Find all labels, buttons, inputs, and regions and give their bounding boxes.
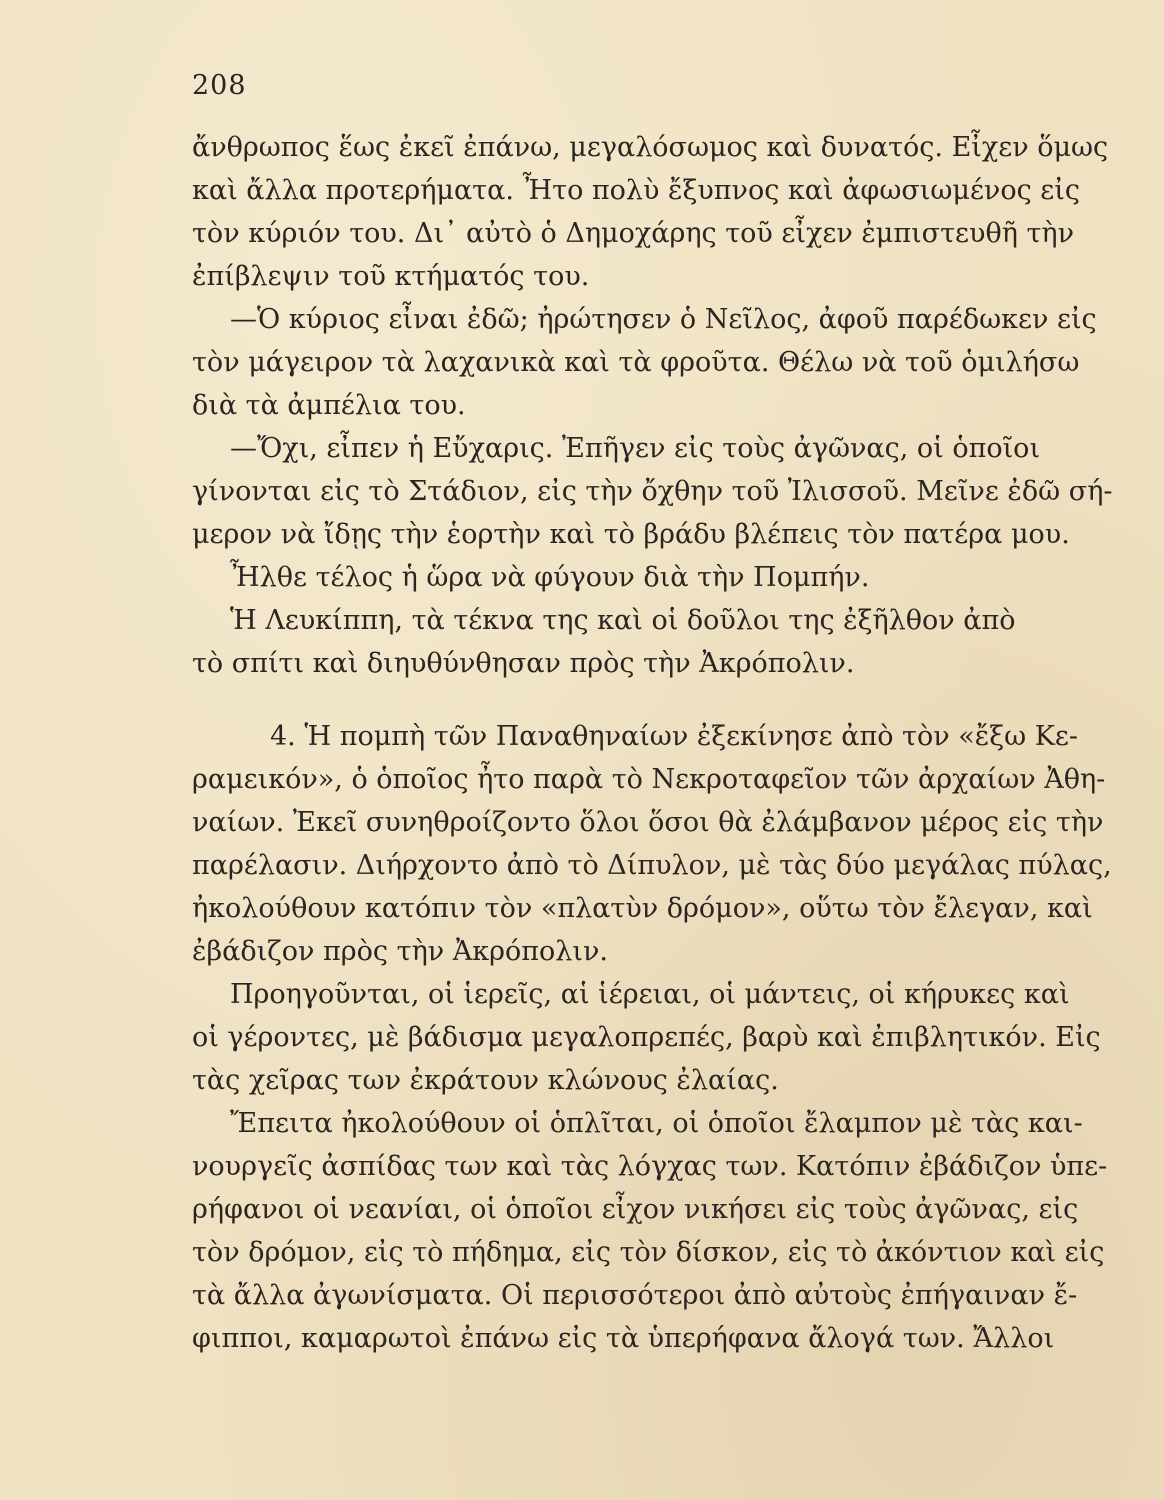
text-line: μερον νὰ ἴδῃς τὴν ἑορτὴν καὶ τὸ βράδυ βλέπεις τὸν πατέρα μου. bbox=[192, 519, 1070, 550]
text-line: τὰς χεῖρας των ἐκράτουν κλώνους ἐλαίας. bbox=[192, 1065, 779, 1096]
section-gap bbox=[192, 685, 1042, 715]
text-line: τὰ ἄλλα ἀγωνίσματα. Οἱ περισσότεροι ἀπὸ αὐτοὺς ἐπήγαιναν ἔ- bbox=[192, 1280, 1078, 1311]
text-line: καὶ ἄλλα προτερήματα. Ἦτο πολὺ ἔξυπνος καὶ ἀφωσιωμένος εἰς bbox=[192, 175, 1080, 206]
text-line: παρέλασιν. Διήρχοντο ἀπὸ τὸ Δίπυλον, μὲ τὰς δύο μεγάλας πύλας, bbox=[192, 850, 1112, 881]
text-line: ναίων. Ἐκεῖ συνηθροίζοντο ὅλοι ὅσοι θὰ ἐλάμβανον μέρος εἰς τὴν bbox=[192, 807, 1104, 838]
text-line: —Ὄχι, εἶπεν ἡ Εὔχαρις. Ἐπῆγεν εἰς τοὺς ἀγῶνας, οἱ ὁποῖοι bbox=[230, 433, 1041, 464]
text-line: νουργεῖς ἀσπίδας των καὶ τὰς λόγχας των. Κατόπιν ἐβάδιζον ὑπε- bbox=[192, 1151, 1108, 1182]
text-line: γίνονται εἰς τὸ Στάδιον, εἰς τὴν ὄχθην τοῦ Ἰλισσοῦ. Μεῖνε ἐδῶ σή- bbox=[192, 476, 1113, 507]
text-line: ἠκολούθουν κατόπιν τὸν «πλατὺν δρόμον», οὕτω τὸν ἔλεγαν, καὶ bbox=[192, 893, 1093, 924]
text-line: διὰ τὰ ἀμπέλια του. bbox=[192, 390, 466, 421]
text-line: Προηγοῦνται, οἱ ἱερεῖς, αἱ ἱέρειαι, οἱ μάντεις, οἱ κήρυκες καὶ bbox=[230, 979, 1070, 1010]
page-number: 208 bbox=[192, 70, 247, 101]
text-line: ρήφανοι οἱ νεανίαι, οἱ ὁποῖοι εἶχον νικήσει εἰς τοὺς ἀγῶνας, εἰς bbox=[192, 1194, 1079, 1225]
text-line: —Ὁ κύριος εἶναι ἐδῶ; ἠρώτησεν ὁ Νεῖλος, ἀφοῦ παρέδωκεν εἰς bbox=[230, 304, 1097, 335]
text-line: τὸν κύριόν του. Δι᾽ αὐτὸ ὁ Δημοχάρης τοῦ εἶχεν ἐμπιστευθῆ τὴν bbox=[192, 218, 1074, 249]
body-text bbox=[192, 126, 1113, 1360]
text-line: Ἔπειτα ἠκολούθουν οἱ ὁπλῖται, οἱ ὁποῖοι ἔλαμπον μὲ τὰς και- bbox=[230, 1108, 1083, 1139]
text-line: φιπποι, καμαρωτοὶ ἐπάνω εἰς τὰ ὑπερήφανα ἄλογά των. Ἄλλοι bbox=[192, 1323, 1055, 1354]
section-heading-line: 4. Ἡ πομπὴ τῶν Παναθηναίων ἐξεκίνησε ἀπὸ τὸν «ἔξω Κε- bbox=[270, 721, 1078, 752]
text-line: τὸν δρόμον, εἰς τὸ πήδημα, εἰς τὸν δίσκον, εἰς τὸ ἀκόντιον καὶ εἰς bbox=[192, 1237, 1105, 1268]
text-line: τὸν μάγειρον τὰ λαχανικὰ καὶ τὰ φροῦτα. Θέλω νὰ τοῦ ὁμιλήσω bbox=[192, 347, 1080, 378]
text-line: τὸ σπίτι καὶ διηυθύνθησαν πρὸς τὴν Ἀκρόπολιν. bbox=[192, 648, 855, 679]
text-line: ἄνθρωπος ἕως ἐκεῖ ἐπάνω, μεγαλόσωμος καὶ δυνατός. Εἶχεν ὅμως bbox=[192, 132, 1109, 163]
text-line: ραμεικόν», ὁ ὁποῖος ἦτο παρὰ τὸ Νεκροταφεῖον τῶν ἀρχαίων Ἀθη- bbox=[192, 764, 1106, 795]
text-line: Ἦλθε τέλος ἡ ὥρα νὰ φύγουν διὰ τὴν Πομπήν. bbox=[230, 562, 870, 593]
text-line: ἐβάδιζον πρὸς τὴν Ἀκρόπολιν. bbox=[192, 936, 608, 967]
text-line: ἐπίβλεψιν τοῦ κτήματός του. bbox=[192, 261, 590, 292]
text-line: Ἡ Λευκίππη, τὰ τέκνα της καὶ οἱ δοῦλοι της ἐξῆλθον ἀπὸ bbox=[230, 605, 1016, 636]
text-line: οἱ γέροντες, μὲ βάδισμα μεγαλοπρεπές, βαρὺ καὶ ἐπιβλητικόν. Εἰς bbox=[192, 1022, 1101, 1053]
